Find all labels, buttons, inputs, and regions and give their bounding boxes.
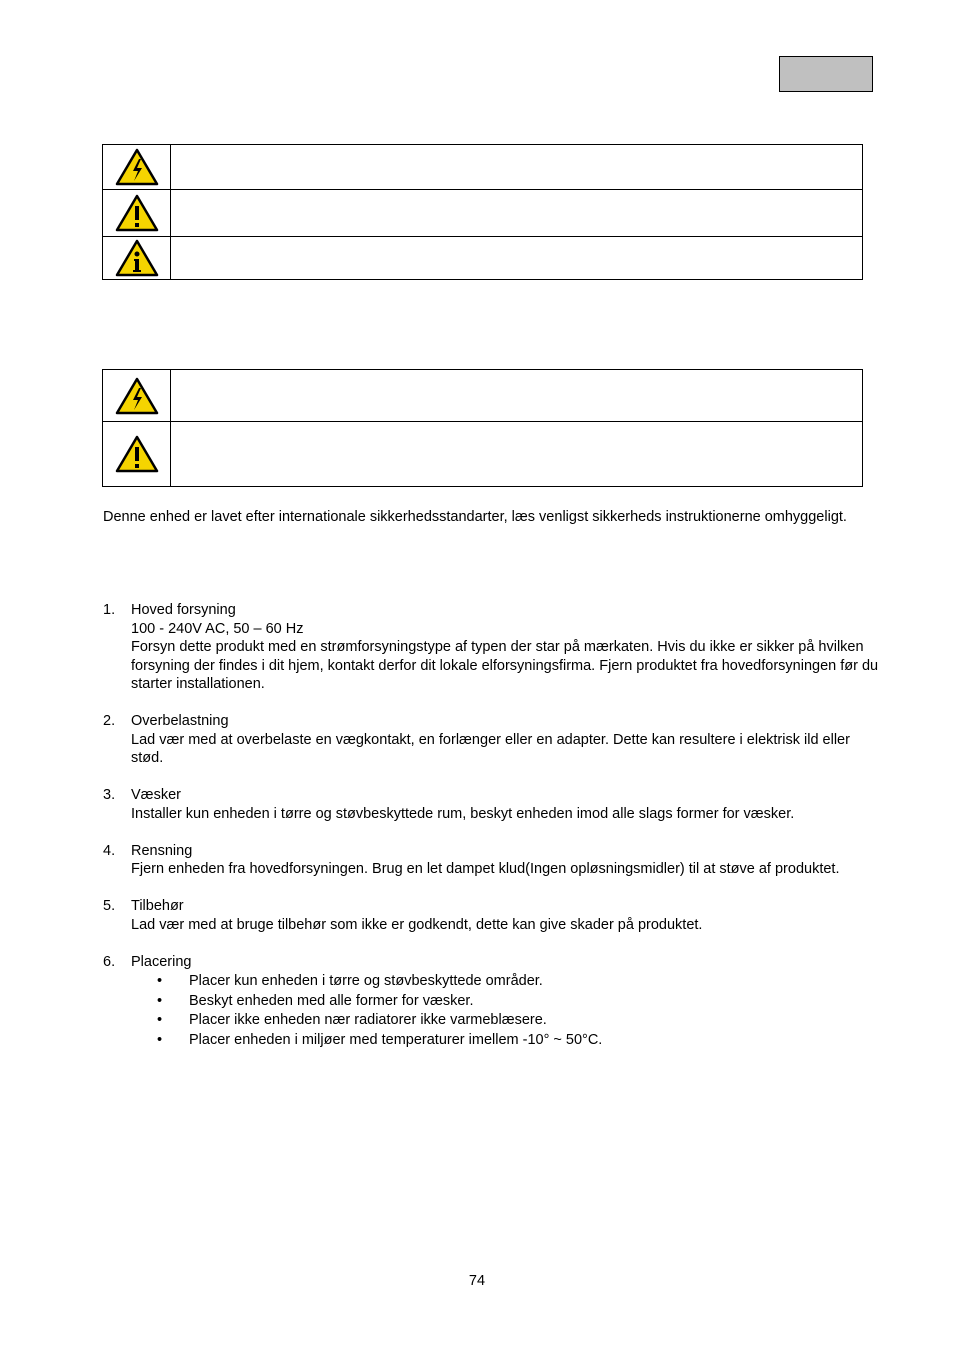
list-item <box>103 786 883 823</box>
symbol-description <box>171 145 863 190</box>
symbol-row <box>103 145 863 190</box>
exclamation-warning-icon <box>115 194 159 232</box>
item-number: 6. <box>103 953 116 970</box>
bullet-glyph: • <box>157 992 163 1009</box>
bullet-text: Placer enheden i miljøer med temperaturer imellem -10° ~ 50°C. <box>189 1031 603 1048</box>
item-title: Tilbehør <box>131 898 184 914</box>
list-item <box>103 712 883 768</box>
bullet-item <box>159 1011 883 1031</box>
item-text: Fjern enheden fra hovedforsyningen. Brug en let dampet klud(Ingen opløsningsmidler) til at støve af produktet. <box>131 861 840 877</box>
bullet-item <box>159 992 883 1012</box>
placement-bullet-list <box>131 972 883 1050</box>
icon-cell <box>103 422 171 487</box>
lightning-warning-icon <box>115 148 159 186</box>
symbol-description <box>171 190 863 237</box>
language-tab-box <box>779 56 873 92</box>
icon-cell <box>103 237 171 280</box>
item-title: Rensning <box>131 842 193 859</box>
symbol-description <box>171 422 863 487</box>
symbol-description <box>171 370 863 422</box>
item-number: 1. <box>103 602 116 618</box>
item-number: 5. <box>103 898 116 914</box>
list-item <box>103 601 883 694</box>
list-item <box>103 842 883 879</box>
item-title: Overbelastning <box>131 713 229 729</box>
item-text: 100 - 240V AC, 50 – 60 Hz <box>131 620 304 637</box>
page-number: 74 <box>468 1273 486 1289</box>
bullet-glyph: • <box>157 1012 163 1028</box>
lightning-warning-icon <box>115 377 159 415</box>
bullet-item <box>159 972 883 992</box>
bullet-item <box>159 1031 883 1051</box>
safety-instructions-list <box>103 601 883 1069</box>
list-item <box>103 953 883 1051</box>
item-text: Installer kun enheden i tørre og støvbeskyttede rum, beskyt enheden imod alle slags former for væsker. <box>131 805 795 822</box>
symbol-table-2 <box>102 369 863 487</box>
item-number: 2. <box>103 713 116 729</box>
symbol-row <box>103 190 863 237</box>
item-title: Placering <box>131 953 192 970</box>
symbol-description <box>171 237 863 280</box>
intro-paragraph: Denne enhed er lavet efter internationale sikkerhedsstandarter, læs venligst sikkerheds instruktionerne omhyggeligt. <box>103 509 847 525</box>
symbol-table-1 <box>102 144 863 280</box>
icon-cell <box>103 145 171 190</box>
item-text: Lad vær med at overbelaste en vægkontakt, en forlænger eller en adapter. Dette kan resultere i elektrisk ild eller stød. <box>131 731 850 766</box>
list-item <box>103 897 883 934</box>
exclamation-warning-icon <box>115 435 159 473</box>
bullet-text: Beskyt enheden med alle former for væsker. <box>189 992 474 1009</box>
item-number: 4. <box>103 842 116 859</box>
bullet-text: Placer ikke enheden nær radiatorer ikke varmeblæsere. <box>189 1012 547 1028</box>
item-title: Væsker <box>131 787 181 803</box>
item-text: Lad vær med at bruge tilbehør som ikke er godkendt, dette kan give skader på produktet. <box>131 916 703 933</box>
bullet-text: Placer kun enheden i tørre og støvbeskyttede områder. <box>189 973 543 989</box>
info-warning-icon <box>115 239 159 277</box>
item-text: Forsyn dette produkt med en strømforsyningstype af typen der star på mærkaten. Hvis du ikke er sikker på hvilken forsyning der findes i dit hjem, kontakt derfor dit lokale elforsyningsfirma. Fjern produktet fra hovedforsyningen før du starter installationen. <box>131 639 879 692</box>
icon-cell <box>103 370 171 422</box>
bullet-glyph: • <box>157 1031 163 1048</box>
item-number: 3. <box>103 787 116 803</box>
item-title: Hoved forsyning <box>131 602 236 618</box>
icon-cell <box>103 190 171 237</box>
symbol-row <box>103 237 863 280</box>
symbol-row <box>103 422 863 487</box>
symbol-row <box>103 370 863 422</box>
bullet-glyph: • <box>157 973 163 989</box>
